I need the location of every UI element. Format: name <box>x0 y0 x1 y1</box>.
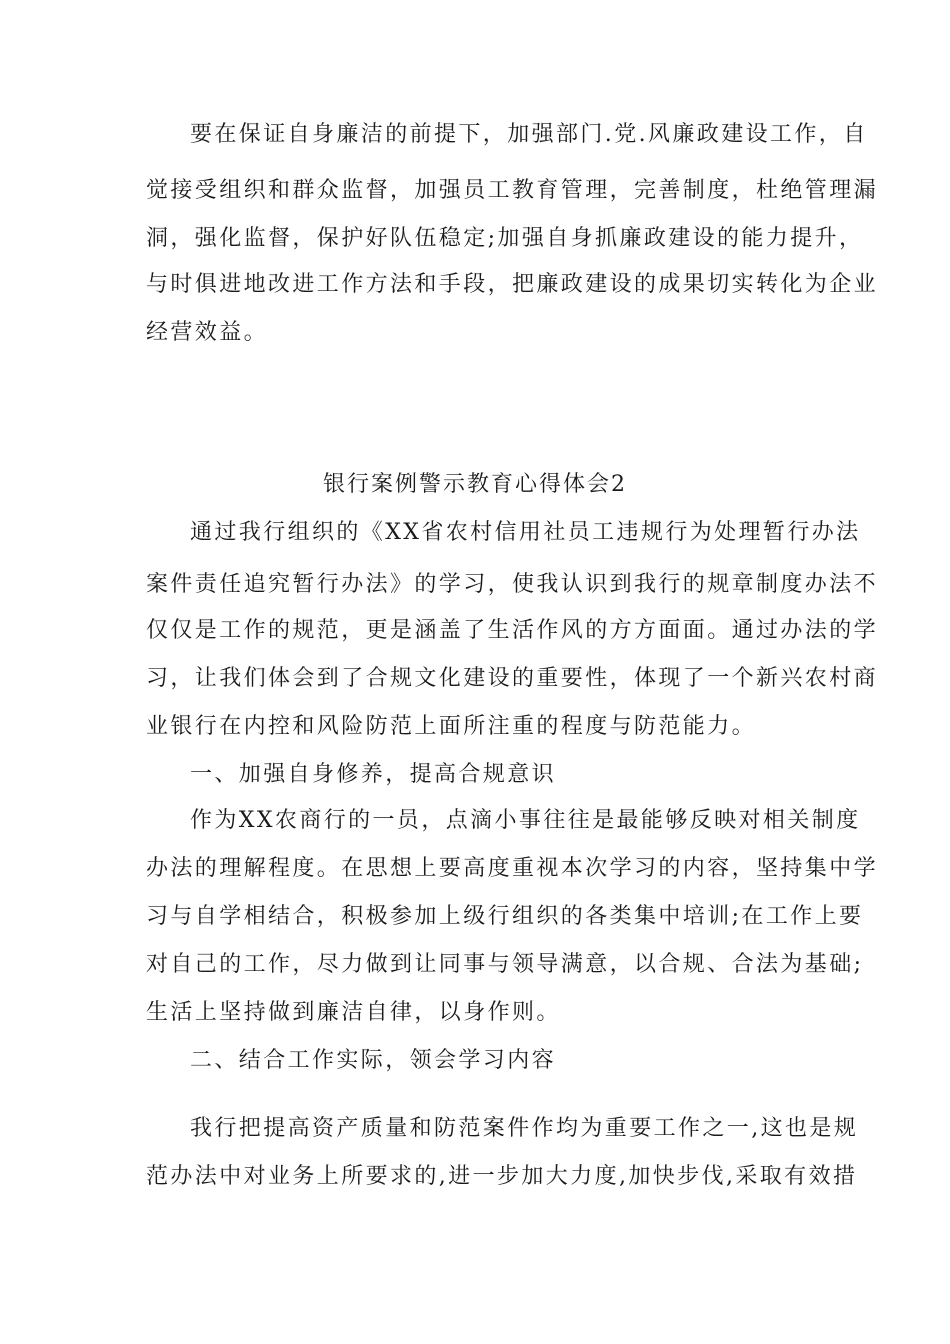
paragraph-line: 要在保证自身廉洁的前提下，加强部门.党.风廉政建设工作，自 <box>190 122 868 147</box>
paragraph-line: 办法的理解程度。在思想上要高度重视本次学习的内容，坚持集中学 <box>146 856 879 881</box>
paragraph-line: 习，让我们体会到了合规文化建设的重要性，体现了一个新兴农村商 <box>146 666 879 691</box>
paragraph-line: 与时俱进地改进工作方法和手段，把廉政建设的成果切实转化为企业 <box>146 272 879 297</box>
paragraph-line: 作为XX农商行的一员，点滴小事往往是最能够反映对相关制度 <box>190 808 861 833</box>
paragraph-line: 习与自学相结合，积极参加上级行组织的各类集中培训;在工作上要 <box>146 904 864 929</box>
paragraph-line: 仅仅是工作的规范，更是涵盖了生活作风的方方面面。通过办法的学 <box>146 618 879 643</box>
paragraph-line: 对自己的工作，尽力做到让同事与领导满意，以合规、合法为基础; <box>146 952 864 977</box>
paragraph-line: 范办法中对业务上所要求的,进一步加大力度,加快步伐,采取有效措 <box>146 1164 858 1189</box>
paragraph-line: 通过我行组织的《XX省农村信用社员工违规行为处理暂行办法 <box>190 520 861 545</box>
paragraph-line: 生活上坚持做到廉洁自律，以身作则。 <box>146 1000 561 1025</box>
paragraph-line: 案件责任追究暂行办法》的学习，使我认识到我行的规章制度办法不 <box>146 572 879 597</box>
section-title: 银行案例警示教育心得体会2 <box>323 472 627 497</box>
paragraph-line: 我行把提高资产质量和防范案件作均为重要工作之一,这也是规 <box>190 1116 859 1141</box>
section-heading: 二、结合工作实际，领会学习内容 <box>190 1048 557 1073</box>
paragraph-line: 觉接受组织和群众监督，加强员工教育管理，完善制度，杜绝管理漏 <box>146 178 879 203</box>
paragraph-line: 经营效益。 <box>146 320 269 345</box>
section-heading: 一、加强自身修养，提高合规意识 <box>190 762 557 787</box>
paragraph-line: 业银行在内控和风险防范上面所注重的程度与防范能力。 <box>146 714 757 739</box>
paragraph-line: 洞，强化监督，保护好队伍稳定;加强自身抓廉政建设的能力提升， <box>146 226 864 251</box>
